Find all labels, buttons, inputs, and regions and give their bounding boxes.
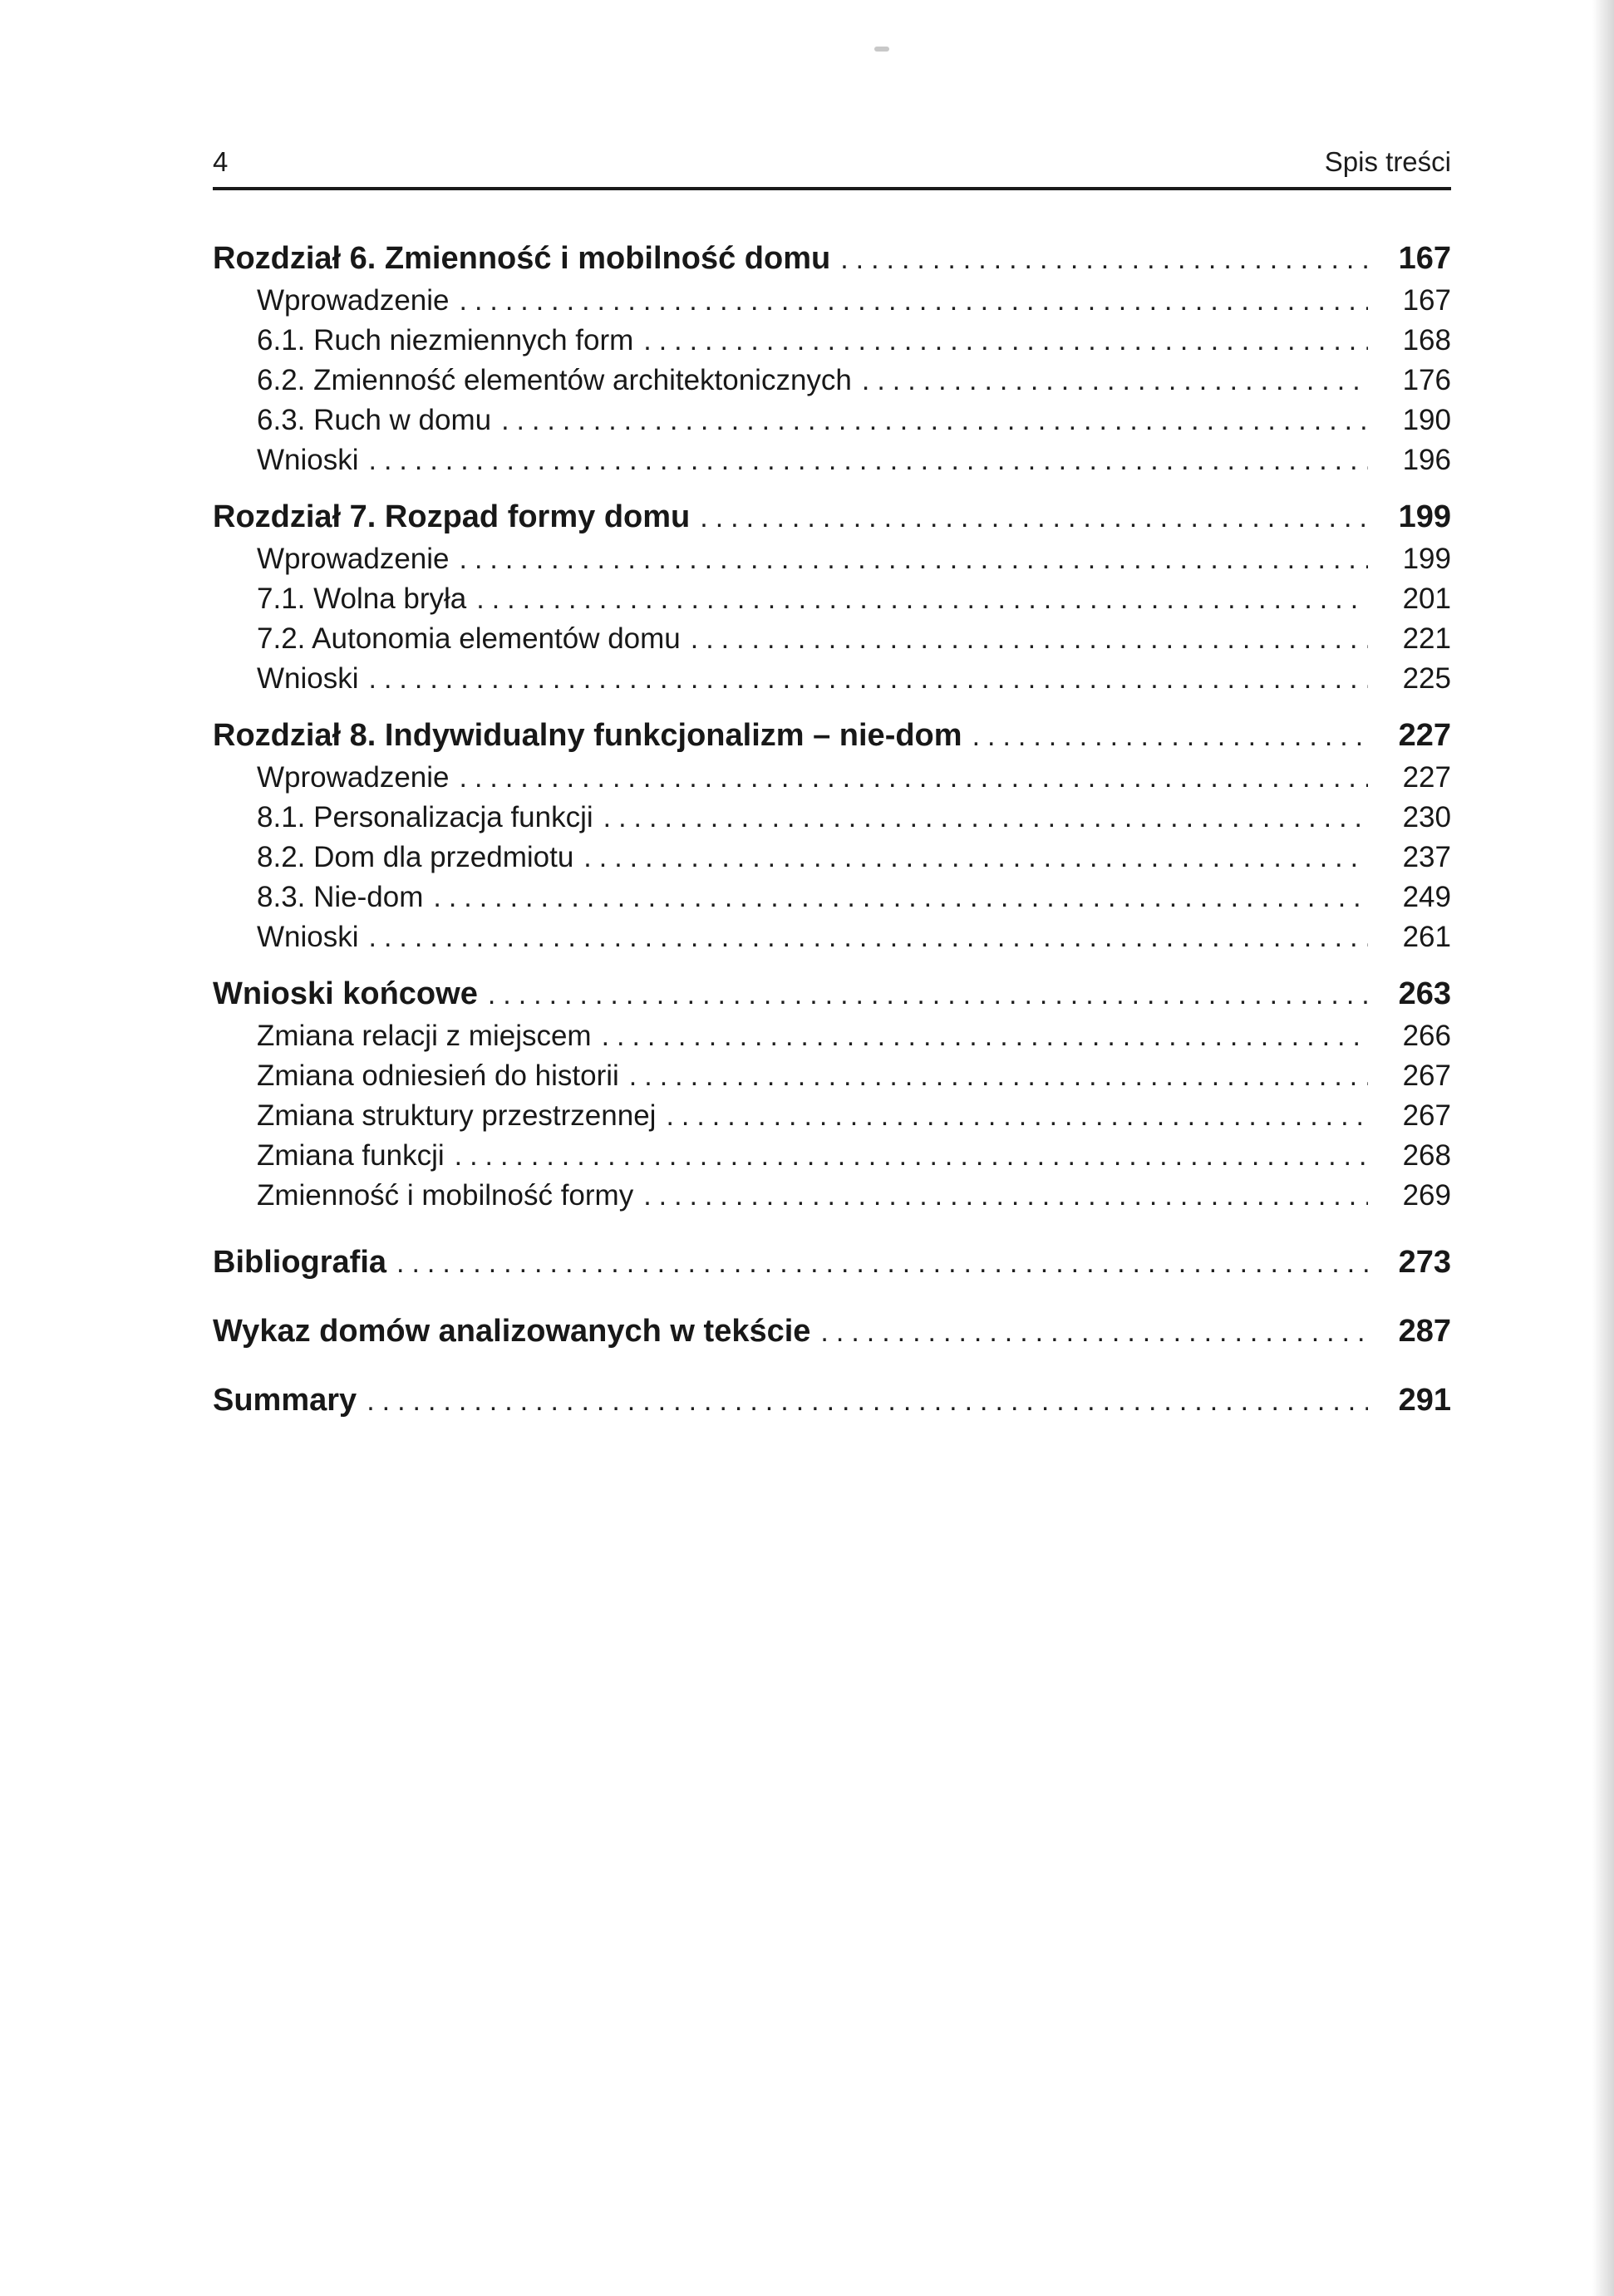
scan-speck-artifact	[874, 47, 889, 52]
toc-row	[213, 401, 1451, 440]
toc-entry-page: 263	[1398, 976, 1451, 1011]
toc-entry-label: Rozdział 7. Rozpad formy domu	[213, 499, 691, 534]
dot-leader	[488, 972, 1368, 1016]
toc-entry-label: Wprowadzenie	[257, 284, 450, 317]
dot-leader	[433, 878, 1368, 917]
toc-row	[213, 495, 1451, 539]
page-header	[213, 145, 1451, 179]
scan-edge-artifact	[1592, 0, 1614, 2296]
toc-entry-page: 176	[1402, 364, 1451, 396]
dot-leader	[460, 539, 1369, 579]
toc-entry-page: 268	[1402, 1139, 1451, 1172]
toc-entry-label: Zmiana struktury przestrzennej	[257, 1099, 657, 1132]
toc-row	[213, 440, 1451, 480]
toc-row	[213, 714, 1451, 758]
toc-row	[213, 659, 1451, 699]
toc-entry-page: 267	[1402, 1060, 1451, 1092]
toc-entry-page: 266	[1402, 1020, 1451, 1052]
dot-leader	[700, 495, 1368, 539]
toc-entry-page: 227	[1402, 761, 1451, 794]
toc-row	[213, 798, 1451, 838]
toc-row	[213, 917, 1451, 957]
toc-entry-label: Zmiana odniesień do historii	[257, 1060, 619, 1092]
toc-entry-page: 227	[1398, 718, 1451, 753]
toc-entry-page: 199	[1402, 543, 1451, 575]
toc-row	[213, 281, 1451, 321]
dot-leader	[369, 440, 1368, 480]
toc-entry-label: Bibliografia	[213, 1245, 387, 1280]
dot-leader	[583, 838, 1368, 878]
dot-leader	[629, 1056, 1368, 1096]
toc-entry-page: 196	[1402, 444, 1451, 476]
dot-leader	[666, 1096, 1368, 1136]
dot-leader	[643, 1176, 1368, 1216]
dot-leader	[972, 714, 1368, 758]
toc-row	[213, 758, 1451, 798]
toc-entry-page: 221	[1402, 622, 1451, 655]
toc-entry-page: 167	[1402, 284, 1451, 317]
dot-leader	[820, 1310, 1368, 1354]
toc-row	[213, 1016, 1451, 1056]
dot-leader	[460, 758, 1369, 798]
dot-leader	[603, 798, 1368, 838]
toc-entry-label: Wnioski	[257, 921, 359, 953]
toc-entry-label: 6.2. Zmienność elementów architektonicznych	[257, 364, 852, 396]
dot-leader	[840, 237, 1368, 281]
dot-leader	[460, 281, 1369, 321]
toc-entry-label: 7.1. Wolna bryła	[257, 583, 467, 615]
toc-entry-page: 201	[1402, 583, 1451, 615]
toc-entry-label: Wnioski końcowe	[213, 976, 478, 1011]
toc-entry-label: Wnioski	[257, 662, 359, 695]
toc-entry-label: 8.2. Dom dla przedmiotu	[257, 841, 574, 873]
toc-row	[213, 1056, 1451, 1096]
toc-row	[213, 1241, 1451, 1285]
header-title: Spis treści	[1324, 146, 1451, 177]
toc-entry-page: 261	[1402, 921, 1451, 953]
toc-entry-label: Wprowadzenie	[257, 761, 450, 794]
dot-leader	[643, 321, 1368, 361]
toc-row	[213, 619, 1451, 659]
toc-entry-page: 237	[1402, 841, 1451, 873]
dot-leader	[501, 401, 1368, 440]
toc-row	[213, 1096, 1451, 1136]
toc-entry-page: 273	[1398, 1245, 1451, 1280]
toc-entry-label: 7.2. Autonomia elementów domu	[257, 622, 681, 655]
dot-leader	[691, 619, 1368, 659]
dot-leader	[369, 917, 1368, 957]
toc-row	[213, 1310, 1451, 1354]
toc-entry-label: Rozdział 6. Zmienność i mobilność domu	[213, 241, 831, 276]
toc-row	[213, 579, 1451, 619]
toc-entry-label: Zmienność i mobilność formy	[257, 1179, 634, 1212]
toc-entry-label: Zmiana relacji z miejscem	[257, 1020, 592, 1052]
dot-leader	[396, 1241, 1368, 1285]
toc-entry-label: 8.3. Nie-dom	[257, 881, 424, 913]
toc-entry-label: Wprowadzenie	[257, 543, 450, 575]
toc-entry-page: 168	[1402, 324, 1451, 356]
toc-entry-label: Summary	[213, 1383, 357, 1418]
toc-row	[213, 972, 1451, 1016]
toc-list	[213, 237, 1451, 1423]
toc-entry-page: 199	[1398, 499, 1451, 534]
toc-entry-page: 269	[1402, 1179, 1451, 1212]
toc-entry-label: 6.3. Ruch w domu	[257, 404, 492, 436]
toc-entry-page: 267	[1402, 1099, 1451, 1132]
toc-entry-label: 6.1. Ruch niezmiennych form	[257, 324, 634, 356]
toc-entry-page: 225	[1402, 662, 1451, 695]
toc-entry-page: 167	[1398, 241, 1451, 276]
toc-row	[213, 321, 1451, 361]
dot-leader	[369, 659, 1368, 699]
toc-row	[213, 1379, 1451, 1423]
toc-row	[213, 361, 1451, 401]
toc-entry-page: 287	[1398, 1314, 1451, 1349]
toc-row	[213, 878, 1451, 917]
dot-leader	[602, 1016, 1368, 1056]
toc-row	[213, 539, 1451, 579]
page-number: 4	[213, 146, 229, 177]
header-rule	[213, 187, 1451, 190]
toc-entry-page: 291	[1398, 1383, 1451, 1418]
dot-leader	[476, 579, 1368, 619]
toc-row	[213, 838, 1451, 878]
toc-row	[213, 237, 1451, 281]
toc-entry-label: Wykaz domów analizowanych w tekście	[213, 1314, 811, 1349]
toc-row	[213, 1136, 1451, 1176]
dot-leader	[862, 361, 1368, 401]
toc-row	[213, 1176, 1451, 1216]
dot-leader	[455, 1136, 1368, 1176]
toc-entry-label: Wnioski	[257, 444, 359, 476]
toc-entry-label: Zmiana funkcji	[257, 1139, 445, 1172]
toc-entry-label: Rozdział 8. Indywidualny funkcjonalizm – nie-dom	[213, 718, 962, 753]
toc-entry-label: 8.1. Personalizacja funkcji	[257, 801, 593, 833]
toc-entry-page: 230	[1402, 801, 1451, 833]
toc-entry-page: 190	[1402, 404, 1451, 436]
toc-entry-page: 249	[1402, 881, 1451, 913]
dot-leader	[367, 1379, 1368, 1423]
